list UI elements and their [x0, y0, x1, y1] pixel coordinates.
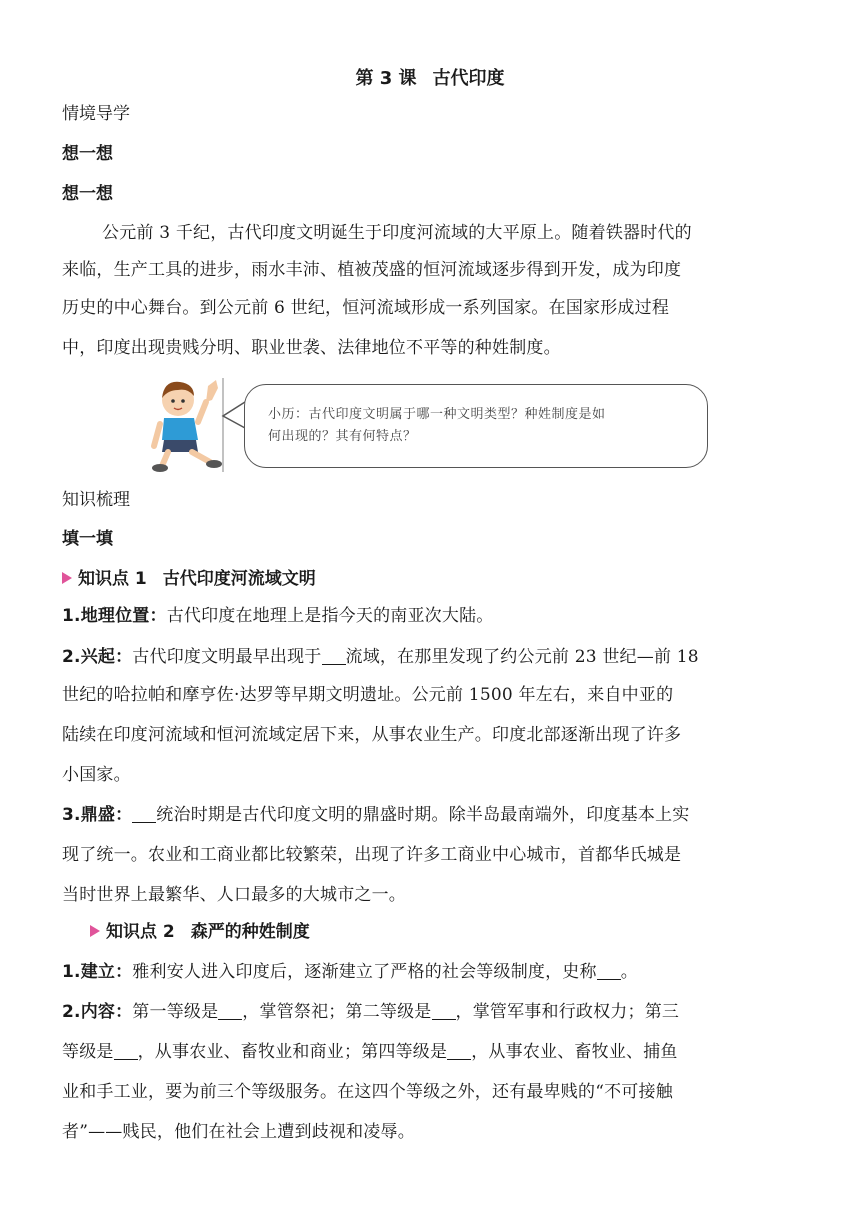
intro-paragraph-line-4: 中，印度出现贵贱分明、职业世袭、法律地位不平等的种姓制度。 [62, 338, 561, 358]
kp1-item-2-line-3: 陆续在印度河流域和恒河流域定居下来，从事农业生产。印度北部逐渐出现了许多 [62, 725, 682, 745]
kp1-item-3-line-2: 现了统一。农业和工商业都比较繁荣，出现了许多工商业中心城市，首都华氏城是 [62, 845, 682, 865]
fill-heading: 填一填 [62, 529, 113, 549]
kp2-item-2-line-4: 者”——贱民，他们在社会上遭到歧视和凌辱。 [62, 1122, 415, 1142]
triangle-marker-icon [62, 572, 72, 584]
kp2-item-2-line-3: 业和手工业，要为前三个等级服务。在这四个等级之外，还有最卑贱的“不可接触 [62, 1082, 673, 1102]
intro-paragraph-line-3: 历史的中心舞台。到公元前 6 世纪，恒河流域形成一系列国家。在国家形成过程 [62, 298, 670, 318]
think-heading-1: 想一想 [62, 144, 113, 164]
section-knowledge-label: 知识梳理 [62, 490, 130, 510]
kp1-item-2-key: 兴起： [80, 647, 133, 667]
speech-bubble-text [268, 404, 706, 448]
page-title [0, 64, 860, 90]
answer-blank[interactable] [447, 1041, 471, 1060]
answer-blank[interactable] [132, 804, 156, 823]
kp1-title: 古代印度河流域文明 [162, 569, 316, 589]
intro-paragraph-line-2: 来临，生产工具的进步，雨水丰沛、植被茂盛的恒河流域逐步得到开发，成为印度 [62, 260, 682, 280]
bubble-line-1: 小历：古代印度文明属于哪一种文明类型？种姓制度是如 [268, 407, 606, 422]
bubble-line-2: 何出现的？其有何特点？ [268, 429, 417, 444]
answer-blank[interactable] [218, 1001, 242, 1020]
answer-blank[interactable] [597, 961, 621, 980]
kp2-item-2: 2.内容：第一等级是 ，掌管祭祀；第二等级是 ，掌管军事和行政权力；第三 [62, 1002, 680, 1022]
section-intro-label: 情境导学 [62, 104, 130, 124]
kp2-item-2-line-2: 等级是 ，从事农业、畜牧业和商业；第四等级是 ，从事农业、畜牧业、捕鱼 [62, 1042, 678, 1062]
kp1-item-2: 2.兴起：古代印度文明最早出现于 流域，在那里发现了约公元前 23 世纪—前 18 [62, 647, 699, 667]
kp1-item-3-line-3: 当时世界上最繁华、人口最多的大城市之一。 [62, 885, 406, 905]
kp1-item-3: 3.鼎盛： 统治时期是古代印度文明的鼎盛时期。除半岛最南端外，印度基本上实 [62, 805, 690, 825]
kp1-item-1: 1.地理位置：古代印度在地理上是指今天的南亚次大陆。 [62, 606, 494, 626]
kp2-item-1: 1.建立：雅利安人进入印度后，逐渐建立了严格的社会等级制度，史称 。 [62, 962, 638, 982]
lesson-number: 第 3 课 [355, 68, 417, 89]
lesson-name: 古代印度 [432, 68, 505, 89]
kp2-item-2-key: 内容： [80, 1002, 133, 1022]
kp1-item-2-line-4: 小国家。 [62, 765, 131, 785]
kp1-item-2-line-2: 世纪的哈拉帕和摩亨佐·达罗等早期文明遗址。公元前 1500 年左右，来自中亚的 [62, 685, 674, 705]
kp2-label: 知识点 2 [106, 922, 175, 942]
intro-paragraph-line-1: 公元前 3 千纪，古代印度文明诞生于印度河流域的大平原上。随着铁器时代的 [102, 223, 692, 243]
think-heading-2: 想一想 [62, 184, 113, 204]
knowledge-point-1-heading [62, 567, 316, 591]
kp2-title: 森严的种姓制度 [190, 922, 310, 942]
answer-blank[interactable] [322, 646, 346, 665]
answer-blank[interactable] [432, 1001, 456, 1020]
kp1-label: 知识点 1 [78, 569, 147, 589]
kp1-item-3-key: 鼎盛： [80, 805, 133, 825]
triangle-marker-icon [90, 925, 100, 937]
boy-illustration [148, 376, 224, 474]
knowledge-point-2-heading [90, 920, 310, 944]
kp2-item-1-key: 建立： [80, 962, 133, 982]
kp1-item-1-key: 地理位置： [80, 606, 167, 626]
answer-blank[interactable] [114, 1041, 138, 1060]
